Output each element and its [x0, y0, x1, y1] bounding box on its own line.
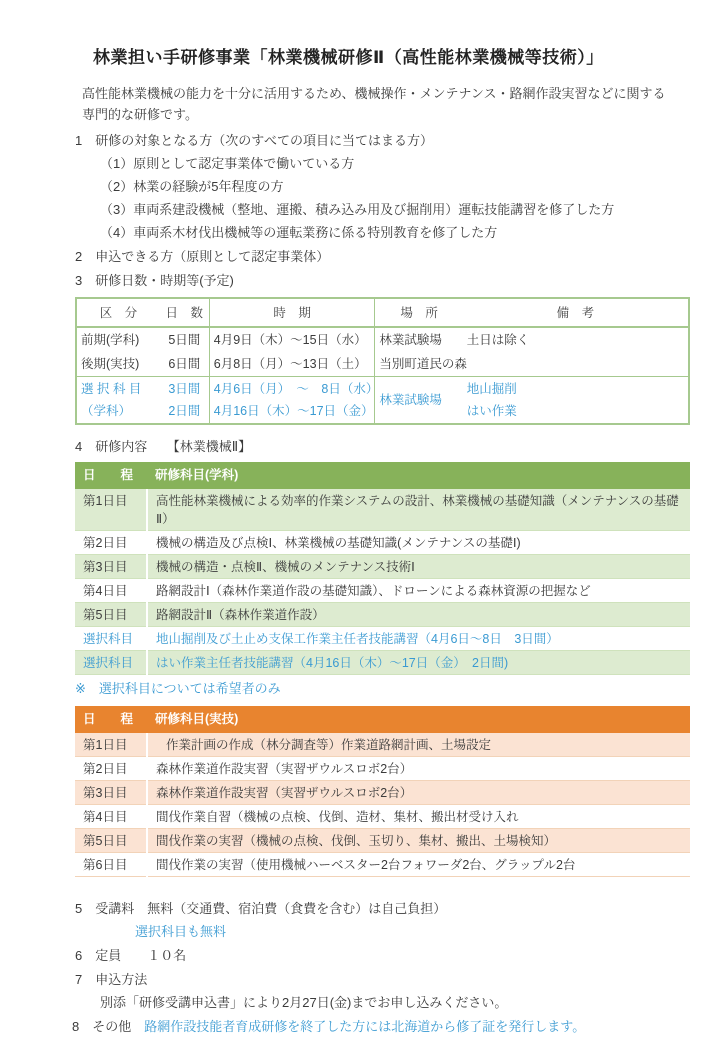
subject-cell: 森林作業道作設実習（実習ザウルスロボ2台）	[147, 781, 690, 805]
subject-cell: 間伐作業の実習（機械の点検、伐倒、玉切り、集材、搬出、土場検知）	[147, 829, 690, 853]
kubun-optional-line1: 選 択 科 目	[81, 382, 142, 396]
subject-cell: 路網設計Ⅱ（森林作業道作設）	[147, 603, 690, 627]
gakka-row-4	[75, 579, 690, 603]
nissu-zenki: 5日間	[160, 327, 209, 352]
jiki-koki: 6月8日（月）～13日（土）	[209, 352, 375, 377]
kubun-koki: 後期(実技)	[81, 357, 140, 371]
subject-cell: 森林作業道作設実習（実習ザウルスロボ2台）	[147, 757, 690, 781]
gakka-header-row	[75, 462, 690, 489]
section-1-heading: 1 研修の対象となる方（次のすべての項目に当てはまる方）	[75, 133, 433, 148]
section-1-sub-2: （2）林業の経験が5年程度の方	[100, 179, 284, 194]
day-cell: 第2日目	[75, 757, 147, 781]
jitsugi-header-nittei: 日 程	[75, 706, 147, 733]
section-8-heading	[72, 1015, 690, 1038]
header-nissu: 日 数	[160, 298, 209, 327]
subject-cell: 作業計画の作成（林分調査等）作業道路網計画、土場設定	[147, 733, 690, 757]
schedule-header-row	[76, 298, 689, 327]
section-5-heading: 5 受講料 無料（交通費、宿泊費（食費を含む）は自己負担）	[75, 901, 447, 916]
jitsugi-header-kamoku: 研修科目(実技)	[147, 706, 690, 733]
jiki-optional-line2: 4月16日（木）～17日（金）	[213, 404, 374, 418]
subject-cell: 地山掘削及び土止め支保工作業主任者技能講習（4月6日～8日 3日間）	[147, 627, 690, 651]
schedule-row-koki	[76, 352, 689, 377]
jiki-zenki: 4月9日（木）～15日（水）	[209, 327, 375, 352]
section-7-heading: 7 申込方法	[75, 972, 148, 987]
nissu-optional-line1: 3日間	[168, 382, 201, 396]
subject-cell: 間伐作業自習（機械の点検、伐倒、造材、集材、搬出材受け入れ	[147, 805, 690, 829]
schedule-row-optional	[76, 377, 689, 425]
jitsugi-table	[75, 706, 690, 877]
section-3-heading: 3 研修日数・時期等(予定)	[75, 273, 234, 288]
section-7-detail: 別添「研修受講申込書」により2月27日(金)までお申し込みください。	[100, 995, 508, 1010]
basho-koki: 当別町道民の森	[379, 357, 467, 371]
gakka-row-optional-1	[75, 627, 690, 651]
gakka-row-optional-2	[75, 651, 690, 675]
header-kubun: 区 分	[76, 298, 160, 327]
section-1-sub-4: （4）車両系木材伐出機械等の運転業務に係る特別教育を修了した方	[100, 225, 498, 240]
kubun-optional-line2: （学科）	[81, 404, 132, 418]
section-8-label: 8 その他	[72, 1019, 145, 1034]
section-5-note: 選択科目も無料	[135, 924, 227, 939]
intro-paragraph	[82, 83, 690, 125]
intro-line-2: 専門的な研修です。	[82, 107, 198, 122]
day-cell: 選択科目	[75, 651, 147, 675]
intro-line-1: 高性能林業機械の能力を十分に活用するため、機械操作・メンテナンス・路網作設実習などに関する	[82, 86, 666, 101]
section-4-heading: 4 研修内容 【林業機械Ⅱ】	[75, 439, 252, 454]
day-cell: 選択科目	[75, 627, 147, 651]
gakka-table	[75, 462, 690, 675]
section-8-note: 路網作設技能者育成研修を終了した方には北海道から修了証を発行します。	[144, 1019, 586, 1034]
jitsugi-row-3	[75, 781, 690, 805]
jitsugi-row-5	[75, 829, 690, 853]
section-1-sub-1: （1）原則として認定事業体で働いている方	[100, 156, 355, 171]
jiki-optional-line1: 4月6日（月） ～ 8日（水）	[213, 382, 379, 396]
gakka-header-nittei: 日 程	[75, 462, 147, 489]
day-cell: 第5日目	[75, 829, 147, 853]
schedule-table	[75, 297, 690, 425]
subject-cell: 機械の構造及び点検Ⅰ、林業機械の基礎知識(メンテナンスの基礎Ⅰ)	[147, 531, 690, 555]
schedule-row-zenki	[76, 327, 689, 352]
day-cell: 第6日目	[75, 853, 147, 877]
jitsugi-row-6	[75, 853, 690, 877]
day-cell: 第4日目	[75, 579, 147, 603]
section-6-heading: 6 定員 １０名	[75, 948, 187, 963]
page-title: 林業担い手研修事業「林業機械研修Ⅱ（高性能林業機械等技術）」	[93, 48, 604, 67]
subject-cell: 高性能林業機械による効率的作業システムの設計、林業機械の基礎知識（メンテナンスの基礎Ⅱ）	[147, 489, 690, 531]
gakka-row-3	[75, 555, 690, 579]
gakka-row-1	[75, 489, 690, 531]
section-1-sub-3: （3）車両系建設機械（整地、運搬、積み込み用及び掘削用）運転技能講習を修了した方	[100, 202, 615, 217]
kubun-zenki: 前期(学科)	[81, 333, 140, 347]
gakka-row-5	[75, 603, 690, 627]
day-cell: 第2日目	[75, 531, 147, 555]
jitsugi-row-4	[75, 805, 690, 829]
basho-optional: 林業試験場	[375, 377, 463, 425]
gakka-header-kamoku: 研修科目(学科)	[147, 462, 690, 489]
kubun-optional	[76, 377, 160, 425]
nissu-optional-line2: 2日間	[168, 404, 201, 418]
day-cell: 第1日目	[75, 733, 147, 757]
day-cell: 第1日目	[75, 489, 147, 531]
subject-cell: 間伐作業の実習（使用機械ハーベスター2台フォワーダ2台、グラップル2台	[147, 853, 690, 877]
day-cell: 第5日目	[75, 603, 147, 627]
biko-optional	[463, 377, 689, 425]
basho-zenki: 林業試験場	[379, 333, 442, 347]
header-jiki: 時 期	[209, 298, 375, 327]
biko-zenki: 土日は除く	[466, 333, 530, 347]
day-cell: 第4日目	[75, 805, 147, 829]
section-2-heading: 2 申込できる方（原則として認定事業体）	[75, 249, 330, 264]
gakka-row-2	[75, 531, 690, 555]
day-cell: 第3日目	[75, 555, 147, 579]
day-cell: 第3日目	[75, 781, 147, 805]
nissu-koki: 6日間	[160, 352, 209, 377]
header-biko: 備 考	[463, 298, 689, 327]
jitsugi-row-2	[75, 757, 690, 781]
biko-optional-line2: はい作業	[466, 404, 517, 418]
header-basho: 場 所	[375, 298, 463, 327]
jitsugi-header-row	[75, 706, 690, 733]
subject-cell: はい作業主任者技能講習（4月16日（木）～17日（金） 2日間)	[147, 651, 690, 675]
biko-optional-line1: 地山掘削	[466, 382, 517, 396]
jiki-optional	[209, 377, 379, 425]
footer-section	[72, 897, 690, 1038]
jitsugi-row-1	[75, 733, 690, 757]
nissu-optional	[160, 377, 209, 425]
optional-note: ※ 選択科目については希望者のみ	[75, 681, 281, 696]
subject-cell: 路網設計Ⅰ（森林作業道作設の基礎知識）、ドローンによる森林資源の把握など	[147, 579, 690, 603]
subject-cell: 機械の構造・点検Ⅱ、機械のメンテナンス技術Ⅰ	[147, 555, 690, 579]
